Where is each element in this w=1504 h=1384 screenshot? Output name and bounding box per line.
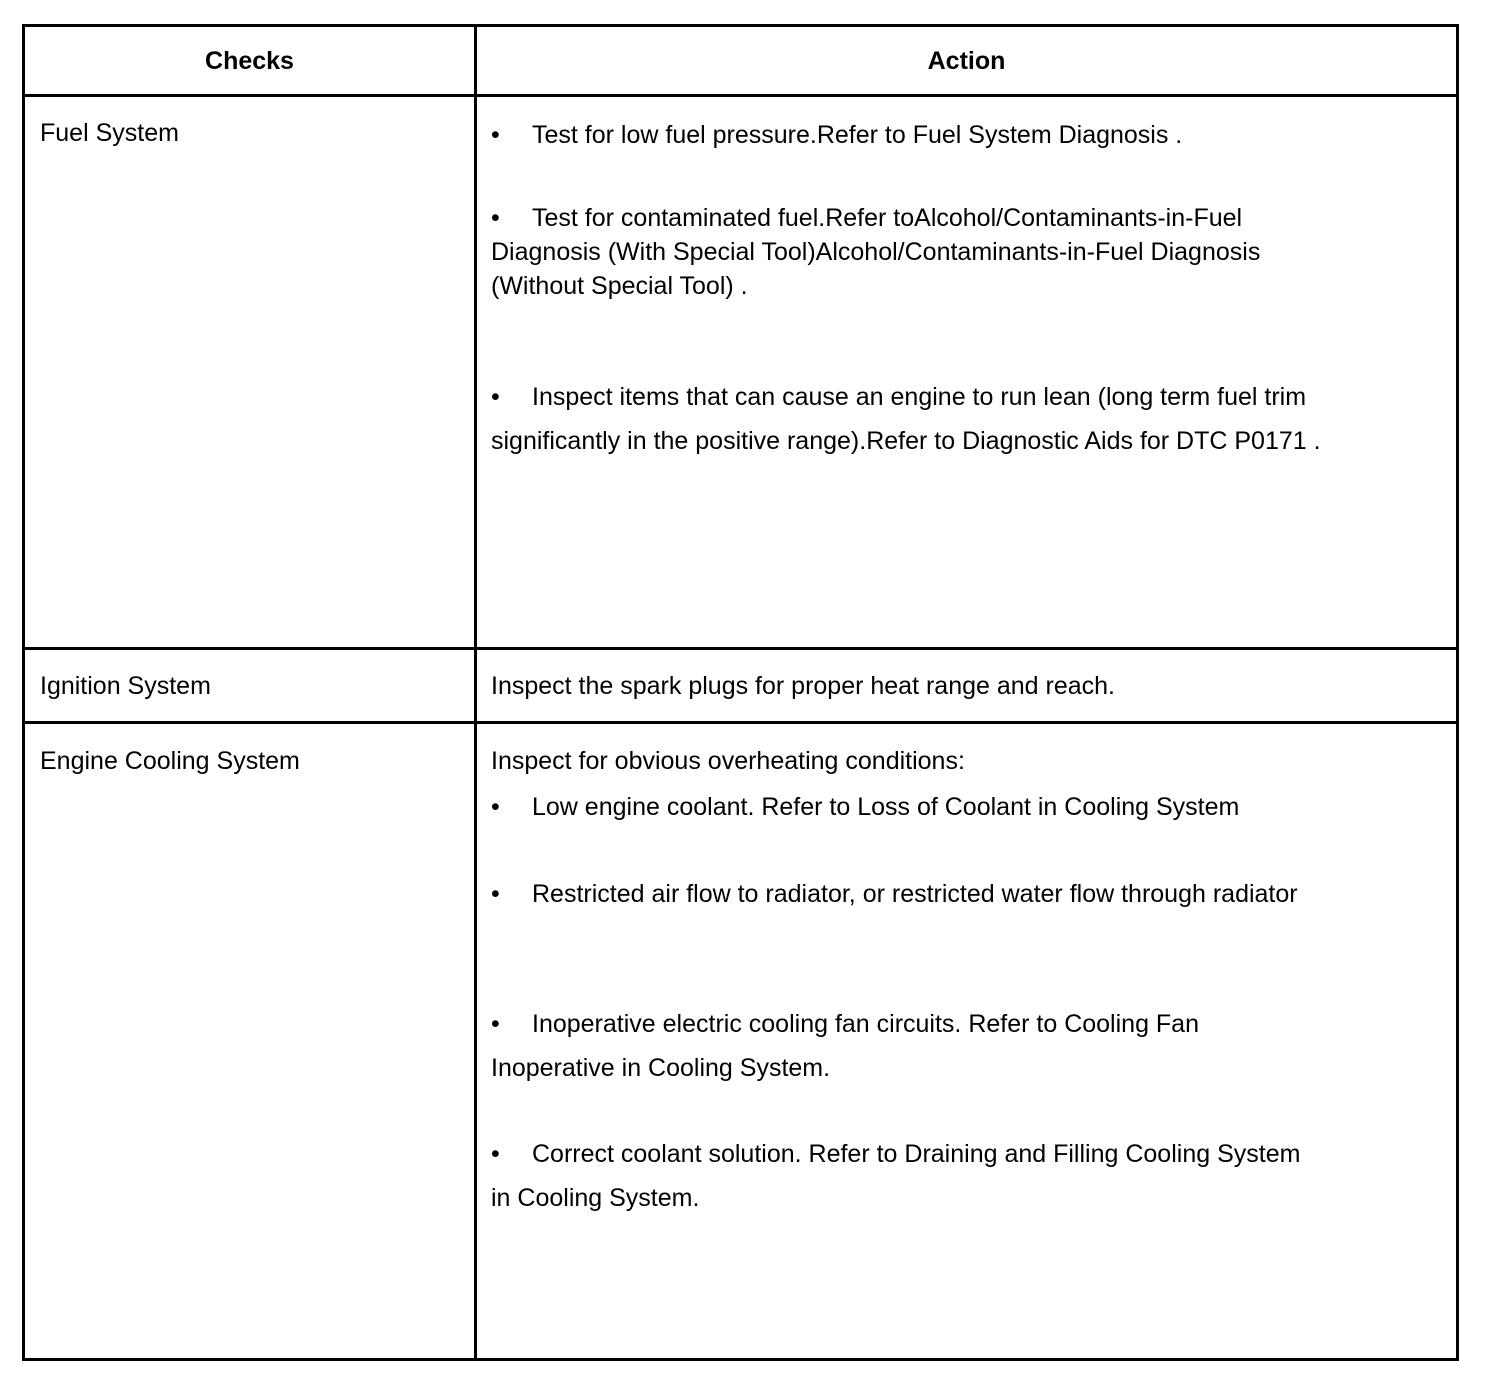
bullet-icon: • <box>491 880 500 908</box>
list-item <box>491 1132 1311 1220</box>
bullet-icon: • <box>491 204 500 232</box>
cooling-intro: Inspect for obvious overheating conditions: <box>491 747 965 775</box>
check-ignition-system: Ignition System <box>40 672 211 700</box>
fuel-item-2: Test for contaminated fuel.Refer toAlcohol/Contaminants-in-Fuel Diagnosis (With Special Tool)Alcohol/Contaminants-in-Fuel Diagnosis (Without Special Tool) . <box>491 204 1261 300</box>
list-item <box>491 113 1391 157</box>
cooling-item-2: Restricted air flow to radiator, or restricted water flow through radiator <box>532 880 1298 908</box>
list-item <box>491 201 1351 303</box>
list-item <box>491 872 1311 916</box>
cooling-item-3: Inoperative electric cooling fan circuits. Refer to Cooling Fan Inoperative in Cooling System. <box>491 1010 1199 1082</box>
column-divider <box>474 27 477 1358</box>
cooling-item-4: Correct coolant solution. Refer to Draining and Filling Cooling System in Cooling System. <box>491 1140 1301 1212</box>
cooling-item-1: Low engine coolant. Refer to Loss of Coolant in Cooling System <box>532 793 1240 821</box>
bullet-icon: • <box>491 1140 500 1168</box>
bullet-icon: • <box>491 383 500 411</box>
list-item <box>491 375 1371 463</box>
fuel-item-1: Test for low fuel pressure.Refer to Fuel System Diagnosis . <box>532 121 1183 149</box>
fuel-item-3: Inspect items that can cause an engine to run lean (long term fuel trim significantly in the positive range).Refer to Diagnostic Aids for DTC P0171 . <box>491 383 1321 455</box>
check-fuel-system: Fuel System <box>40 119 179 147</box>
bullet-icon: • <box>491 121 500 149</box>
header-action: Action <box>927 47 1006 75</box>
header-checks: Checks <box>205 47 294 75</box>
ignition-action: Inspect the spark plugs for proper heat range and reach. <box>491 672 1115 700</box>
row-divider-2 <box>25 721 1456 724</box>
diagnostic-table <box>22 24 1459 1361</box>
check-engine-cooling-system: Engine Cooling System <box>40 747 300 775</box>
list-item <box>491 785 1391 829</box>
bullet-icon: • <box>491 1010 500 1038</box>
list-item <box>491 1002 1311 1090</box>
bullet-icon: • <box>491 793 500 821</box>
row-divider-1 <box>25 647 1456 650</box>
